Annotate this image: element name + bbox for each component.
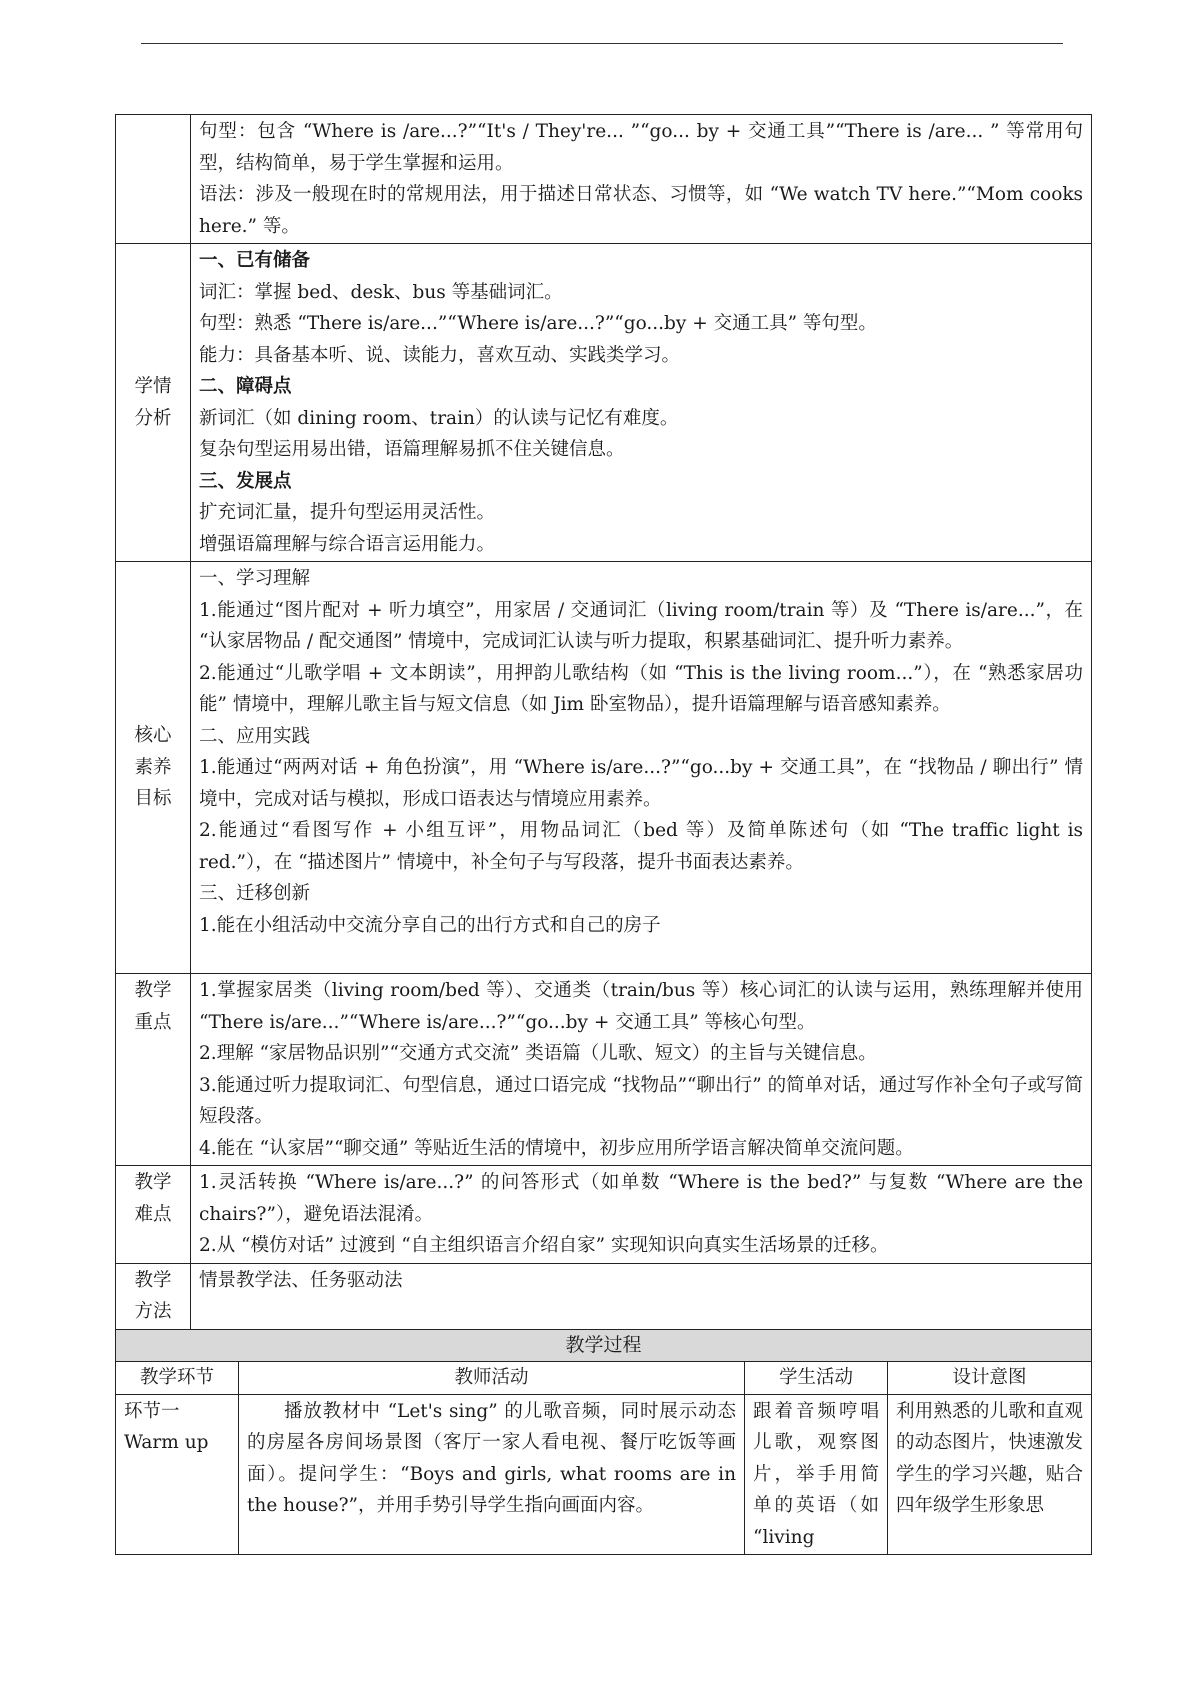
row-content bbox=[191, 562, 1092, 974]
process-title: 教学过程 bbox=[116, 1329, 1092, 1362]
section-heading: 三、发展点 bbox=[199, 470, 292, 492]
row-label-text: 重点 bbox=[134, 1011, 172, 1033]
section-heading: 二、障碍点 bbox=[199, 376, 292, 397]
row-label-text: 方法 bbox=[134, 1301, 172, 1322]
row-core-literacy-goals bbox=[116, 562, 1092, 974]
section-heading: 三、迁移创新 bbox=[199, 883, 311, 904]
text-line: 1.能通过“图片配对 + 听力填空”，用家居 / 交通词汇（living room/train 等）及 “There is/are...”，在 “认家居物品 / 配交通图” 情境中，完成词汇认读与听力提取，积累基础词汇、提升听力素养。 bbox=[199, 599, 1084, 652]
text-line: 增强语篇理解与综合语言运用能力。 bbox=[199, 533, 496, 555]
row-teaching-method bbox=[116, 1263, 1092, 1329]
row-content bbox=[191, 244, 1092, 562]
row-label-text: 学情 bbox=[134, 376, 172, 397]
stage-label: 环节一 bbox=[124, 1400, 180, 1422]
process-stage bbox=[116, 1394, 239, 1555]
column-header: 教学环节 bbox=[116, 1362, 239, 1395]
row-label-empty bbox=[116, 115, 191, 244]
stage-label: Warm up bbox=[124, 1432, 209, 1453]
process-row bbox=[116, 1394, 1092, 1555]
text-line: 3.能通过听力提取词汇、句型信息，通过口语完成 “找物品”“聊出行” 的简单对话，通过写作补全句子或写简短段落。 bbox=[199, 1074, 1084, 1127]
text-line: 句型：熟悉 “There is/are...”“Where is/are...?”“go...by + 交通工具” 等句型。 bbox=[199, 313, 877, 334]
text-line: 1.掌握家居类（living room/bed 等）、交通类（train/bus 等）核心词汇的认读与运用，熟练理解并使用 “There is/are...”“Where is/are...?”“go...by + 交通工具” 等核心句型。 bbox=[199, 980, 1084, 1033]
row-teaching-difficulty bbox=[116, 1166, 1092, 1264]
lesson-plan-table bbox=[115, 114, 1092, 1555]
row-content bbox=[191, 115, 1092, 244]
text-line: 1.能通过“两两对话 + 角色扮演”，用 “Where is/are...?”“go...by + 交通工具”，在 “找物品 / 聊出行” 情境中，完成对话与模拟，形成口语表达与情境应用素养。 bbox=[199, 757, 1084, 810]
section-heading: 一、学习理解 bbox=[199, 568, 311, 589]
row-content-analysis bbox=[116, 115, 1092, 244]
row-content bbox=[191, 974, 1092, 1166]
text-line: 复杂句型运用易出错，语篇理解易抓不住关键信息。 bbox=[199, 439, 625, 460]
column-header: 设计意图 bbox=[888, 1362, 1092, 1395]
text-line: 词汇：掌握 bed、desk、bus 等基础词汇。 bbox=[199, 281, 563, 303]
text-line: 句型：包含 “Where is /are...?”“It's / They're... ”“go... by + 交通工具”“There is /are... ” 等常用句型，结构简单，易于学生掌握和运用。 bbox=[199, 121, 1084, 174]
row-learner-analysis bbox=[116, 244, 1092, 562]
text-line: 2.理解 “家居物品识别”“交通方式交流” 类语篇（儿歌、短文）的主旨与关键信息。 bbox=[199, 1043, 877, 1064]
row-label-text: 教学 bbox=[134, 1172, 172, 1193]
section-heading: 一、已有储备 bbox=[199, 250, 311, 271]
row-label bbox=[116, 562, 191, 974]
text-line: 语法：涉及一般现在时的常规用法，用于描述日常状态、习惯等，如 “We watch TV here.”“Mom cooks here.” 等。 bbox=[199, 184, 1084, 237]
column-header: 学生活动 bbox=[745, 1362, 888, 1395]
row-label-text: 分析 bbox=[134, 407, 172, 429]
text-line: 2.从 “模仿对话” 过渡到 “自主组织语言介绍自家” 实现知识向真实生活场景的迁移。 bbox=[199, 1235, 889, 1256]
teacher-activity: 播放教材中 “Let's sing” 的儿歌音频，同时展示动态的房屋各房间场景图（客厅一家人看电视、餐厅吃饭等画面）。提问学生：“Boys and girls, what rooms are in the house?”，并用手势引导学生指向画面内容。 bbox=[239, 1394, 745, 1555]
row-label bbox=[116, 1166, 191, 1264]
text-line: 能力：具备基本听、说、读能力，喜欢互动、实践类学习。 bbox=[199, 344, 681, 366]
row-content bbox=[191, 1166, 1092, 1264]
process-title-row bbox=[116, 1329, 1092, 1362]
text-line: 4.能在 “认家居”“聊交通” 等贴近生活的情境中，初步应用所学语言解决简单交流问题。 bbox=[199, 1137, 914, 1159]
text-line: 2.能通过“儿歌学唱 + 文本朗读”，用押韵儿歌结构（如 “This is the living room...”），在 “熟悉家居功能” 情境中，理解儿歌主旨与短文信息（如 Jim 卧室物品），提升语篇理解与语音感知素养。 bbox=[199, 662, 1084, 715]
section-heading: 二、应用实践 bbox=[199, 725, 311, 747]
process-header-row bbox=[116, 1362, 1092, 1395]
header-rule bbox=[141, 43, 1063, 44]
row-label-text: 难点 bbox=[134, 1203, 172, 1225]
text-line: 2.能通过“看图写作 + 小组互评”，用物品词汇（bed 等）及简单陈述句（如 “The traffic light is red.”），在 “描述图片” 情境中，补全句子与写段落，提升书面表达素养。 bbox=[199, 820, 1084, 873]
text-line: 新词汇（如 dining room、train）的认读与记忆有难度。 bbox=[199, 407, 679, 429]
row-label bbox=[116, 1263, 191, 1329]
design-intent: 利用熟悉的儿歌和直观的动态图片，快速激发学生的学习兴趣，贴合四年级学生形象思 bbox=[888, 1394, 1092, 1555]
text-line: 情景教学法、任务驱动法 bbox=[199, 1269, 403, 1291]
row-label-text: 素养 bbox=[134, 756, 172, 778]
row-label bbox=[116, 974, 191, 1166]
text-line: 1.灵活转换 “Where is/are...?” 的问答形式（如单数 “Where is the bed?” 与复数 “Where are the chairs?”），避免语法混淆。 bbox=[199, 1172, 1084, 1225]
row-content bbox=[191, 1263, 1092, 1329]
row-label-text: 核心 bbox=[134, 725, 172, 747]
row-teaching-focus bbox=[116, 974, 1092, 1166]
text-line: 1.能在小组活动中交流分享自己的出行方式和自己的房子 bbox=[199, 914, 661, 936]
column-header: 教师活动 bbox=[239, 1362, 745, 1395]
student-activity: 跟着音频哼唱儿歌，观察图片，举手用简单的英语（如 “living bbox=[745, 1394, 888, 1555]
row-label-text: 教学 bbox=[134, 1269, 172, 1291]
row-label bbox=[116, 244, 191, 562]
row-label-text: 目标 bbox=[134, 788, 172, 810]
text-line: 扩充词汇量，提升句型运用灵活性。 bbox=[199, 502, 496, 523]
row-label-text: 教学 bbox=[134, 980, 172, 1001]
